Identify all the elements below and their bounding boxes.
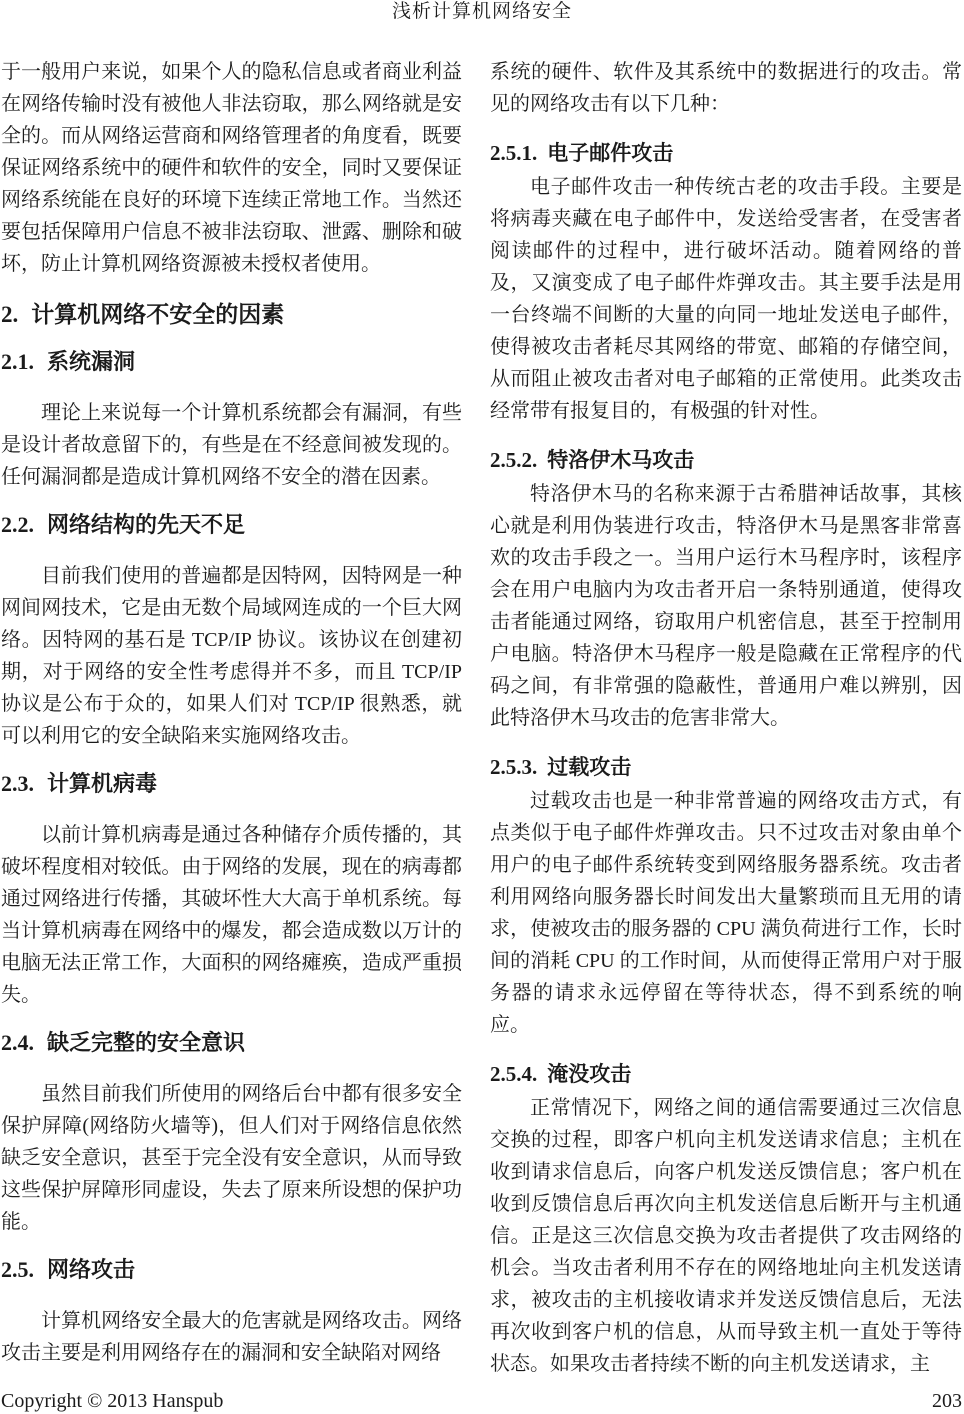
section-number: 2.5.1. [490, 141, 538, 165]
section-title: 淹没攻击 [547, 1063, 632, 1086]
section-number: 2.2. [1, 512, 34, 537]
section-heading-2-4 [1, 1028, 462, 1058]
section-number: 2.5. [1, 1257, 34, 1282]
paragraph-system-vulnerabilities: 理论上来说每一个计算机系统都会有漏洞，有些是设计者故意留下的，有些是在不经意间被发现的。任何漏洞都是造成计算机网络不安全的潜在因素。 [1, 402, 462, 488]
section-title: 计算机病毒 [47, 771, 158, 796]
section-title: 网络攻击 [47, 1257, 136, 1282]
paragraph-computer-virus: 以前计算机病毒是通过各种储存介质传播的，其破坏程度相对较低。由于网络的发展，现在的病毒都通过网络进行传播，其破坏性大大高于单机系统。每当计算机病毒在网络中的爆发，都会造成数以万计的电脑无法正常工作，大面积的网络瘫痪，造成严重损失。 [1, 824, 462, 1006]
paragraph-trojan-attack: 特洛伊木马的名称来源于古希腊神话故事，其核心就是利用伪装进行攻击，特洛伊木马是黑客非常喜欢的攻击手段之一。当用户运行木马程序时，该程序会在用户电脑内为攻击者开启一条特别通道，使得攻击者能通过网络，窃取用户机密信息，甚至于控制用户电脑。特洛伊木马程序一般是隐藏在正常程序的代码之间，有非常强的隐蔽性，普通用户难以辨别，因此特洛伊木马攻击的危害非常大。 [490, 483, 962, 729]
paragraph-network-attack-continued: 系统的硬件、软件及其系统中的数据进行的攻击。常见的网络攻击有以下几种： [490, 61, 962, 115]
paragraph-email-attack: 电子邮件攻击一种传统古老的攻击手段。主要是将病毒夹藏在电子邮件中，发送给受害者，在受害者阅读邮件的过程中，进行破坏活动。随着网络的普及，又演变成了电子邮件炸弹攻击。其主要手法是用一台终端不间断的大量的向同一地址发送电子邮件，使得被攻击者耗尽其网络的带宽、邮箱的存储空间，从而阻止被攻击者对电子邮箱的正常使用。此类攻击经常带有报复目的，有极强的针对性。 [490, 176, 962, 422]
section-number: 2.5.4. [490, 1062, 538, 1086]
page-title: 浅析计算机网络安全 [391, 1, 572, 22]
section-number: 2.4. [1, 1030, 34, 1055]
paragraph-flood-attack: 正常情况下，网络之间的通信需要通过三次信息交换的过程，即客户机向主机发送请求信息；主机在收到请求信息后，向客户机发送反馈信息；客户机在收到反馈信息后再次向主机发送信息后断开与主机通信。正是这三次信息交换为攻击者提供了攻击网络的机会。当攻击者利用不存在的网络地址向主机发送请求，被攻击的主机接收请求并发送反馈信息后，无法再次收到客户机的信息，从而导致主机一直处于等待状态。如果攻击者持续不断的向主机发送请求，主 [490, 1097, 962, 1375]
section-heading-2-5-4 [490, 1060, 962, 1089]
section-title: 系统漏洞 [47, 349, 136, 374]
section-number: 2.5.2. [490, 448, 538, 472]
section-number: 2.3. [1, 771, 34, 796]
section-title: 网络结构的先天不足 [47, 512, 246, 537]
section-heading-2-5-2 [490, 446, 962, 475]
section-heading-2-2 [1, 510, 462, 540]
section-title: 电子邮件攻击 [547, 142, 674, 165]
paragraph-overload-attack: 过载攻击也是一种非常普遍的网络攻击方式，有点类似于电子邮件炸弹攻击。只不过攻击对象由单个用户的电子邮件系统转变到网络服务器系统。攻击者利用网络向服务器长时间发出大量繁琐而且无用的请求，使被攻击的服务器的 CPU 满负荷进行工作，长时间的消耗 CPU 的工作时间，从而使得正常用户对于服务器的请求永远停留在等待状态，得不到系统的响应。 [490, 790, 962, 1036]
paragraph-continued-from-previous-page: 于一般用户来说，如果个人的隐私信息或者商业利益在网络传输时没有被他人非法窃取，那么网络就是安全的。而从网络运营商和网络管理者的角度看，既要保证网络系统中的硬件和软件的安全，同时又要保证网络系统能在良好的环境下连续正常地工作。当然还要包括保障用户信息不被非法窃取、泄露、删除和破坏，防止计算机网络资源被未授权者使用。 [1, 61, 462, 275]
footer-copyright: Copyright © 2013 Hanspub [1, 1390, 224, 1412]
section-number: 2.5.3. [490, 755, 538, 779]
section-title: 计算机网络不安全的因素 [31, 301, 285, 327]
section-heading-2-5-3 [490, 753, 962, 782]
section-heading-2-3 [1, 769, 462, 799]
section-title: 缺乏完整的安全意识 [47, 1030, 246, 1055]
left-column [1, 56, 462, 1369]
section-title: 过载攻击 [547, 756, 632, 779]
section-heading-2-5-1 [490, 139, 962, 168]
paragraph-network-attack-intro: 计算机网络安全最大的危害就是网络攻击。网络攻击主要是利用网络存在的漏洞和安全缺陷对网络 [1, 1310, 462, 1364]
section-number: 2. [1, 302, 19, 327]
section-number: 2.1. [1, 349, 34, 374]
right-column [490, 56, 962, 1380]
section-heading-2-1 [1, 347, 462, 377]
paragraph-security-awareness: 虽然目前我们所使用的网络后台中都有很多安全保护屏障(网络防火墙等)，但人们对于网络信息依然缺乏安全意识，甚至于完全没有安全意识，从而导致这些保护屏障形同虚设，失去了原来所设想的保护功能。 [1, 1083, 462, 1233]
section-title: 特洛伊木马攻击 [547, 449, 695, 472]
section-heading-2-5 [1, 1255, 462, 1285]
paragraph-network-structure: 目前我们使用的普遍都是因特网，因特网是一种网间网技术，它是由无数个局域网连成的一个巨大网络。因特网的基石是 TCP/IP 协议。该协议在创建初期，对于网络的安全性考虑得并不多，而且 TCP/IP 协议是公布于众的，如果人们对 TCP/IP 很熟悉，就可以利用它的安全缺陷来实施网络攻击。 [1, 565, 462, 747]
footer-page-number: 203 [932, 1390, 962, 1412]
section-heading-2 [1, 299, 462, 330]
